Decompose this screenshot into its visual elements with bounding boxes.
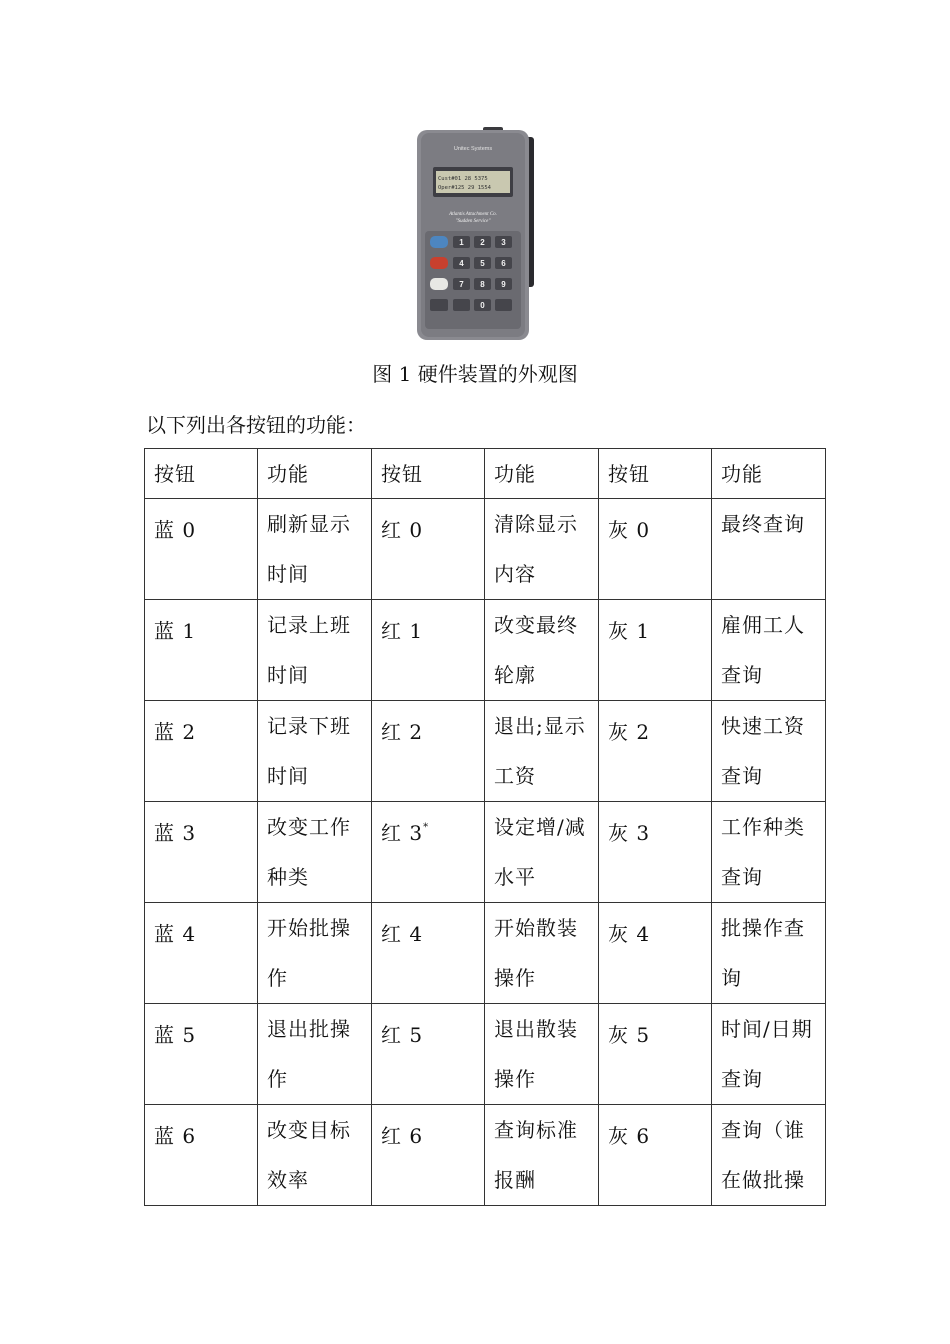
- button-function-table: [144, 448, 826, 1206]
- function-cell: [712, 701, 826, 802]
- header-cell: 功能: [485, 449, 599, 499]
- button-cell: [599, 499, 712, 600]
- cell-text: 退出批操作: [267, 1017, 351, 1091]
- blue-key: [430, 236, 448, 248]
- function-cell: [485, 1105, 599, 1206]
- key-8: 8: [480, 280, 485, 289]
- function-cell: [258, 1004, 372, 1105]
- function-cell: [712, 903, 826, 1004]
- function-cell: [485, 802, 599, 903]
- cell-text: 记录下班时间: [267, 714, 351, 788]
- button-cell: [599, 903, 712, 1004]
- cell-text: 退出;显示工资: [494, 714, 586, 788]
- button-cell: [145, 600, 258, 701]
- cell-text: 工作种类查询: [721, 815, 805, 889]
- cell-text: 红 6: [381, 1124, 424, 1148]
- table-row: [145, 802, 826, 903]
- key-2: 2: [480, 238, 485, 247]
- key-4: 4: [459, 259, 464, 268]
- cell-text: 蓝 0: [154, 518, 197, 542]
- button-cell: [372, 802, 485, 903]
- red-key: [430, 257, 448, 269]
- key-0: 0: [480, 301, 485, 310]
- cell-text: 刷新显示时间: [267, 512, 351, 586]
- button-cell: [145, 499, 258, 600]
- table-row: [145, 1105, 826, 1206]
- screen-line-2: Oper#125 29 1554: [438, 185, 491, 191]
- device-label-line-2: "Sudden Service": [455, 219, 491, 224]
- function-cell: [258, 600, 372, 701]
- button-cell: [372, 499, 485, 600]
- cell-text: 改变工作种类: [267, 815, 351, 889]
- cell-text: 红 4: [381, 922, 424, 946]
- cell-text: 改变目标效率: [267, 1118, 351, 1192]
- header-cell: 按钮: [145, 449, 258, 499]
- cell-text: 退出散装操作: [494, 1017, 578, 1091]
- table-row: [145, 701, 826, 802]
- function-cell: [712, 1004, 826, 1105]
- cell-text: 蓝 6: [154, 1124, 197, 1148]
- table-row: [145, 600, 826, 701]
- header-cell: 功能: [258, 449, 372, 499]
- table-row: [145, 499, 826, 600]
- button-cell: [599, 701, 712, 802]
- cell-text: 清除显示内容: [494, 512, 578, 586]
- button-cell: [145, 701, 258, 802]
- screen-line-1: Cust#01 28 5375: [438, 176, 488, 182]
- cell-text: 红 1: [381, 619, 424, 643]
- button-cell: [145, 1004, 258, 1105]
- button-cell: [372, 1105, 485, 1206]
- cell-text: 红 5: [381, 1023, 424, 1047]
- cell-text: 红 0: [381, 518, 424, 542]
- figure-caption: 图 1 硬件装置的外观图: [372, 362, 578, 386]
- cell-text: 批操作查询: [721, 916, 805, 990]
- cell-text: 改变最终轮廓: [494, 613, 578, 687]
- footnote-mark: *: [423, 822, 430, 833]
- key-9: 9: [501, 280, 506, 289]
- cell-text: 设定增/减水平: [494, 815, 586, 889]
- key-5: 5: [480, 259, 485, 268]
- cell-text: 蓝 3: [154, 821, 197, 845]
- hardware-device-illustration: [415, 127, 541, 342]
- header-cell: 功能: [712, 449, 826, 499]
- cell-text: 灰 5: [608, 1023, 651, 1047]
- button-cell: [145, 1105, 258, 1206]
- function-cell: [258, 903, 372, 1004]
- function-cell: [258, 701, 372, 802]
- button-cell: [372, 701, 485, 802]
- cell-text: 雇佣工人查询: [721, 613, 805, 687]
- cell-text: 快速工资查询: [721, 714, 805, 788]
- cell-text: 灰 3: [608, 821, 651, 845]
- cell-text: 灰 4: [608, 922, 651, 946]
- cell-text: 蓝 1: [154, 619, 197, 643]
- function-cell: [258, 802, 372, 903]
- key-7: 7: [459, 280, 464, 289]
- table-row: [145, 903, 826, 1004]
- key-1: 1: [459, 238, 464, 247]
- button-cell: [599, 802, 712, 903]
- button-cell: [372, 1004, 485, 1105]
- button-cell: [599, 1004, 712, 1105]
- button-cell: [145, 903, 258, 1004]
- intro-text: 以下列出各按钮的功能：: [146, 413, 366, 437]
- cell-text: 灰 6: [608, 1124, 651, 1148]
- cell-text: 时间/日期查询: [721, 1017, 813, 1091]
- cell-text: 灰 2: [608, 720, 651, 744]
- cell-text: 开始批操作: [267, 916, 351, 990]
- function-cell: [485, 1004, 599, 1105]
- function-cell: [485, 600, 599, 701]
- function-cell: [485, 903, 599, 1004]
- cell-text: 红 2: [381, 720, 424, 744]
- cell-text: 灰 0: [608, 518, 651, 542]
- button-cell: [145, 802, 258, 903]
- function-cell: [485, 701, 599, 802]
- cell-text: 红 3: [381, 821, 424, 845]
- key-3: 3: [501, 238, 506, 247]
- function-cell: [258, 499, 372, 600]
- device-brand: Unitec Systems: [453, 146, 493, 152]
- function-cell: [712, 499, 826, 600]
- function-cell: [258, 1105, 372, 1206]
- cell-text: 查询标准报酬: [494, 1118, 578, 1192]
- cell-text: 最终查询: [721, 512, 805, 536]
- cell-text: 蓝 2: [154, 720, 197, 744]
- button-cell: [372, 600, 485, 701]
- function-cell: [485, 499, 599, 600]
- cell-text: 查询（谁在做批操: [721, 1118, 805, 1192]
- cell-text: 灰 1: [608, 619, 651, 643]
- button-cell: [599, 1105, 712, 1206]
- gray-key: [430, 278, 448, 290]
- function-cell: [712, 600, 826, 701]
- button-cell: [599, 600, 712, 701]
- cell-text: 蓝 4: [154, 922, 197, 946]
- cell-text: 开始散装操作: [494, 916, 578, 990]
- cell-text: 蓝 5: [154, 1023, 197, 1047]
- function-cell: [712, 802, 826, 903]
- cell-text: 记录上班时间: [267, 613, 351, 687]
- function-cell: [712, 1105, 826, 1206]
- button-cell: [372, 903, 485, 1004]
- key-6: 6: [501, 259, 506, 268]
- table-header-row: [145, 449, 826, 499]
- device-label-line-1: Atlantis Attachment Co.: [449, 212, 497, 217]
- table-row: [145, 1004, 826, 1105]
- header-cell: 按钮: [599, 449, 712, 499]
- header-cell: 按钮: [372, 449, 485, 499]
